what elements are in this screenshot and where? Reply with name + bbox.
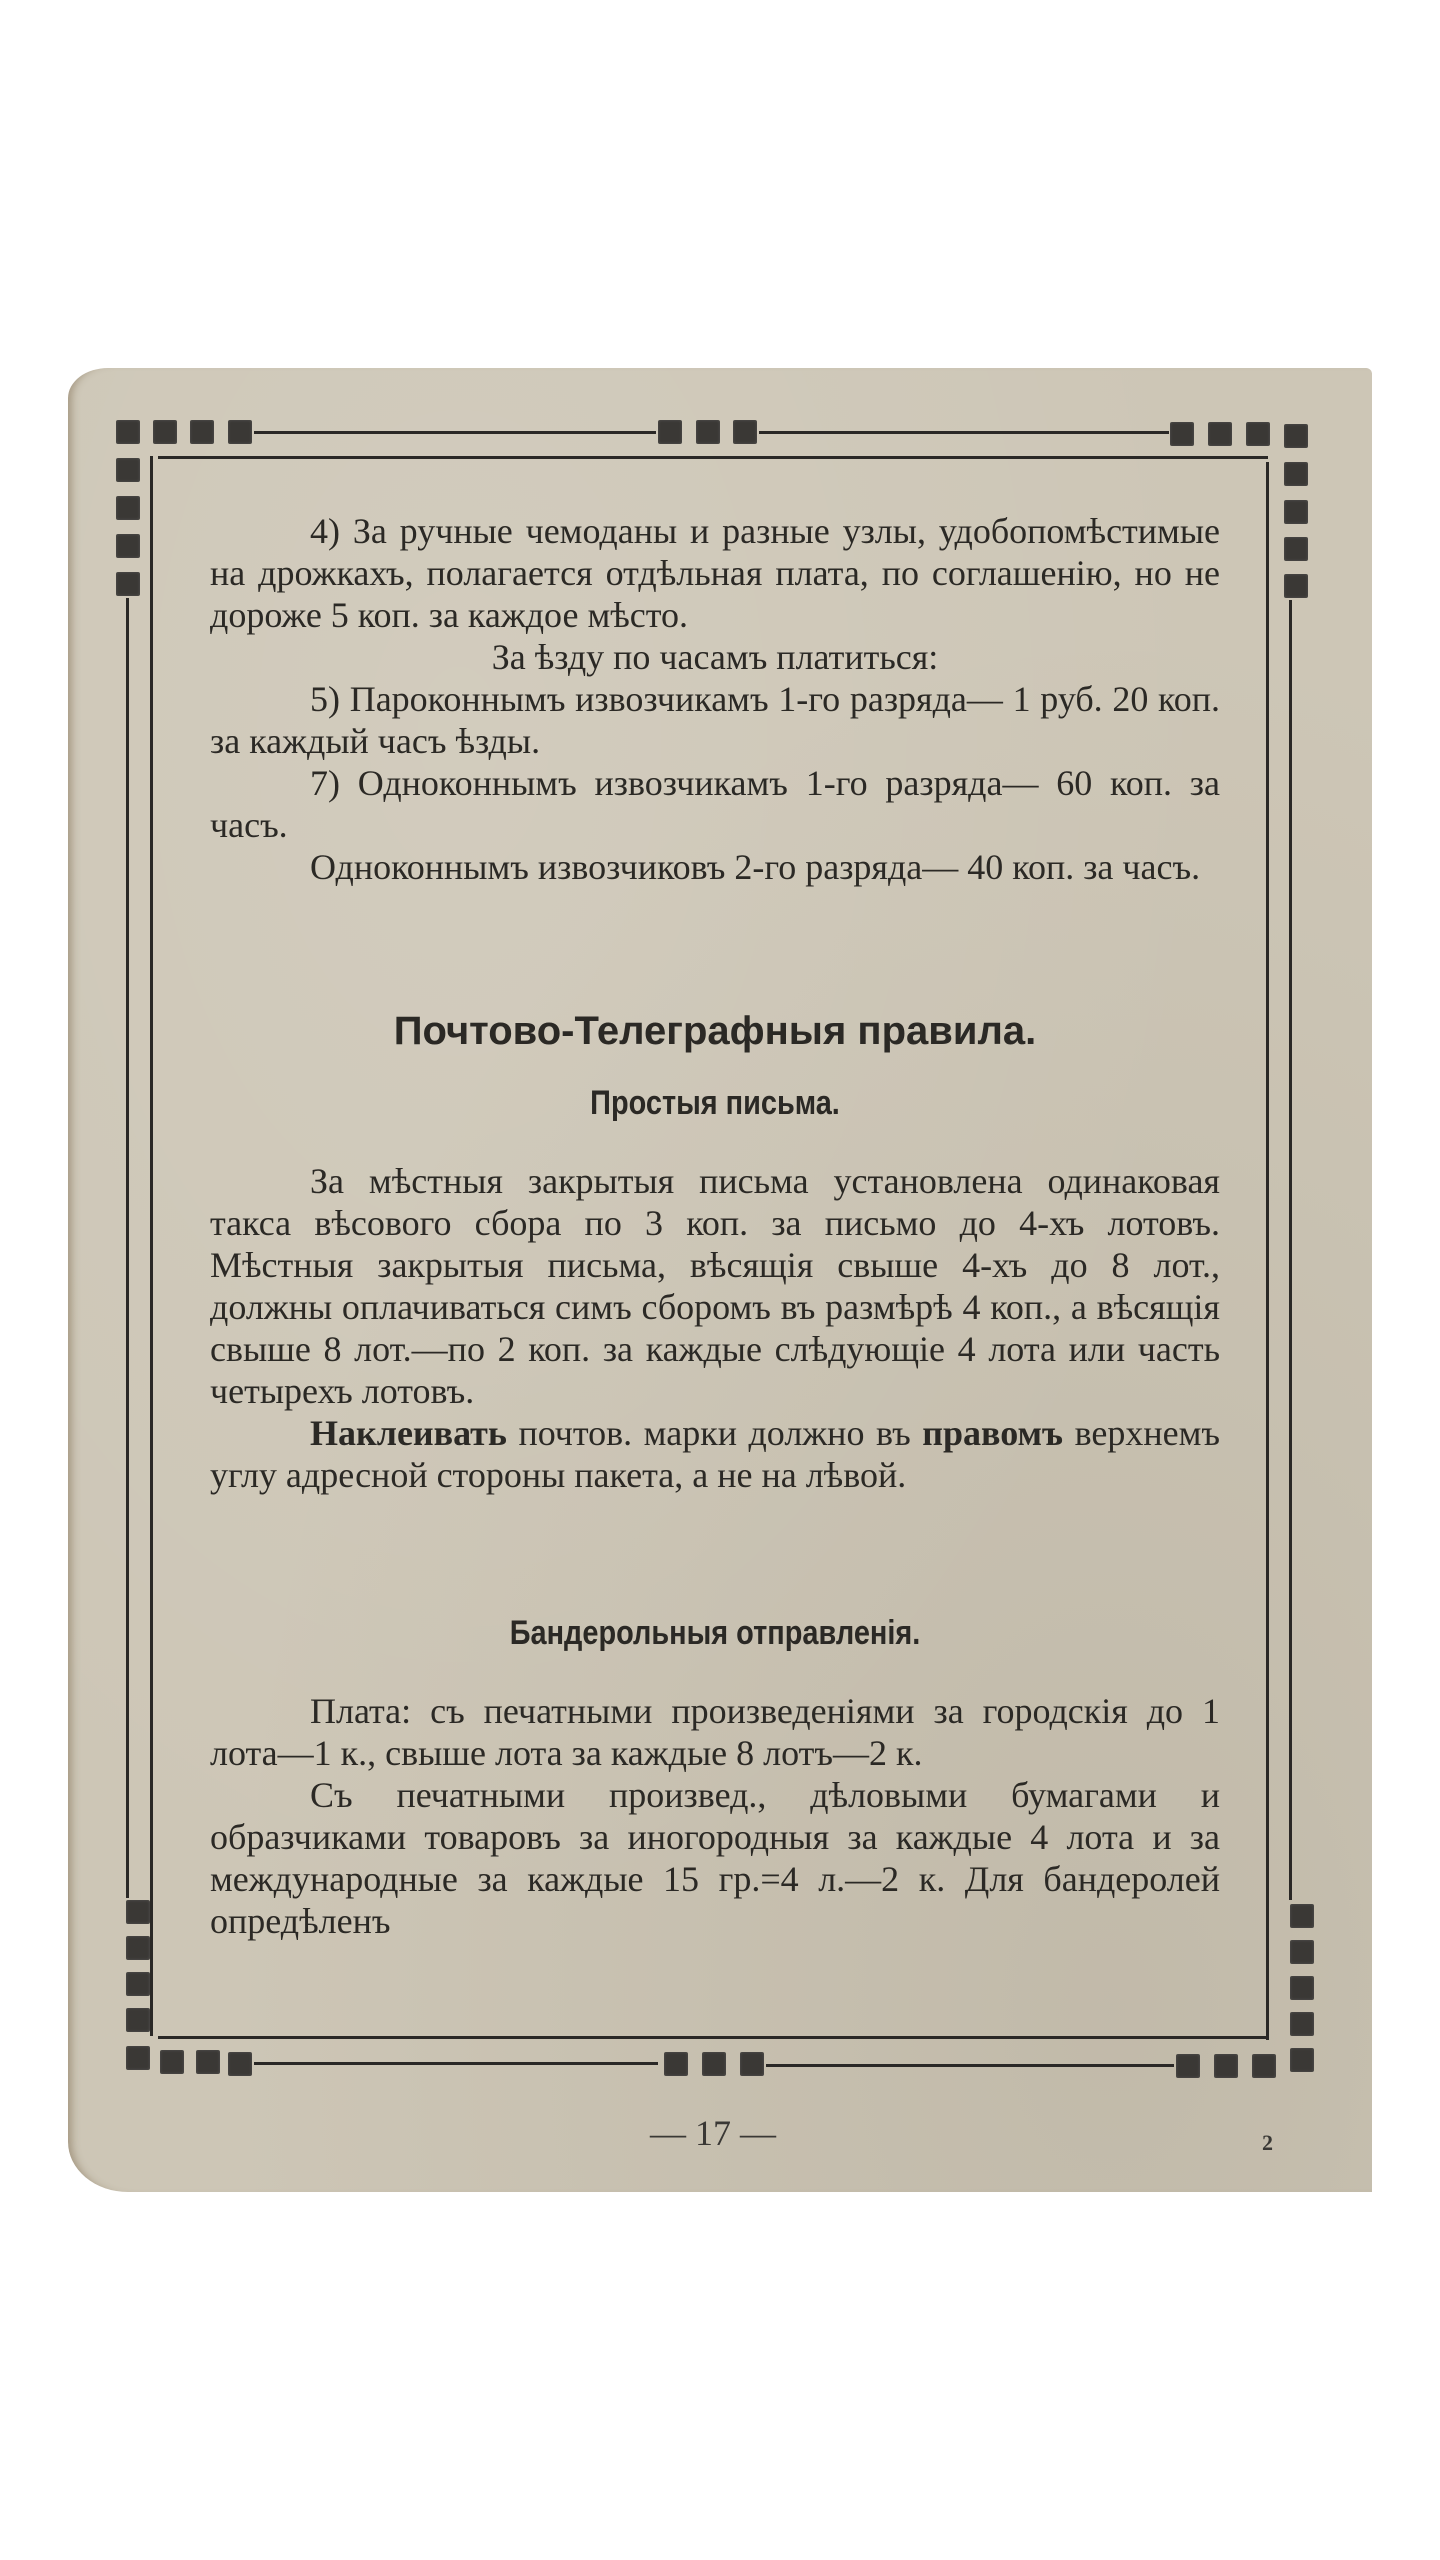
- ornament-square: [1284, 462, 1308, 486]
- ornament-square: [1208, 422, 1232, 446]
- bold-term: Наклеивать: [310, 1413, 507, 1453]
- ornament-square: [1252, 2054, 1276, 2078]
- frame-rule: [126, 598, 129, 1898]
- bold-term: правомъ: [922, 1413, 1064, 1453]
- ornament-square: [126, 1900, 150, 1924]
- ornament-square: [160, 2050, 184, 2074]
- simple-letters-paragraph: За мѣстныя закрытыя письма установлена одинаковая такса вѣсового сбора по 3 коп. за письмо до 4-хъ лотовъ. Мѣстныя закрытыя письма, вѣсящія свыше 4-хъ до 8 лот., должны оплачиваться симъ сборомъ въ размѣрѣ 4 коп., а вѣсящія свыше 8 лот.—по 2 коп. за каждые слѣдующіе 4 лота или часть четырехъ лотовъ.: [210, 1161, 1220, 1411]
- ornament-square: [658, 420, 682, 444]
- ornament-square: [228, 420, 252, 444]
- ornament-square: [153, 420, 177, 444]
- paragraph-item-4: 4) За ручные чемоданы и разные узлы, удобопомѣстимые на дрожкахъ, полагается отдѣльная плата, по соглашенію, но не дороже 5 коп. за каждое мѣсто.: [210, 511, 1220, 635]
- ornament-square: [116, 420, 140, 444]
- ornament-square: [1290, 1976, 1314, 2000]
- ornament-square: [1284, 500, 1308, 524]
- inner-frame-top: [158, 456, 1268, 459]
- ornament-square: [1284, 574, 1308, 598]
- paragraph-item-7: 7) Одноконнымъ извозчикамъ 1-го разряда— 60 коп. за часъ.: [210, 763, 1220, 845]
- ornament-square: [228, 2052, 252, 2076]
- section-title: Почтово-Телеграфныя правила.: [393, 1009, 1037, 1053]
- paragraph-item-5: 5) Пароконнымъ извозчикамъ 1-го разряда— 1 руб. 20 коп. за каждый часъ ѣзды.: [210, 679, 1220, 761]
- ornament-square: [190, 420, 214, 444]
- hourly-intro: За ѣзду по часамъ платиться:: [491, 637, 939, 677]
- subsection-title-simple-letters: Простыя письма.: [590, 1084, 840, 1122]
- subsection-title-printed-matter: Бандерольныя отправленія.: [509, 1614, 921, 1652]
- ornament-square: [696, 420, 720, 444]
- ornament-square: [126, 1972, 150, 1996]
- ornament-square: [1284, 424, 1308, 448]
- ornament-square: [116, 572, 140, 596]
- simple-letters-body: [210, 1160, 1220, 1496]
- text-span: почтов. марки должно въ: [506, 1413, 923, 1453]
- ornament-square: [116, 534, 140, 558]
- ornament-square: [1290, 2048, 1314, 2072]
- ornament-square: [116, 458, 140, 482]
- subsection1-title-block: [210, 1082, 1220, 1124]
- frame-rule: [759, 431, 1169, 434]
- ornament-square: [126, 2008, 150, 2032]
- ornament-square: [733, 420, 757, 444]
- ornament-square: [740, 2052, 764, 2076]
- ornament-square: [1290, 1904, 1314, 1928]
- ornament-square: [702, 2052, 726, 2076]
- inner-frame-bottom: [158, 2036, 1268, 2039]
- ornament-square: [1284, 537, 1308, 561]
- page-number: — 17 —: [650, 2113, 776, 2153]
- text-top: [210, 510, 1220, 888]
- ornament-square: [1176, 2054, 1200, 2078]
- stamp-placement-paragraph: [210, 1412, 1220, 1496]
- inner-frame-left: [150, 456, 153, 2036]
- frame-rule: [254, 431, 656, 434]
- ornament-square: [1214, 2054, 1238, 2078]
- text-span: верхнемъ углу адресной стороны пакета, а не на лѣвой.: [210, 1413, 1220, 1495]
- subsection2-title-block: [210, 1612, 1220, 1654]
- printed-matter-paragraph-1: Плата: съ печатными произведеніями за городскія до 1 лота—1 к., свыше лота за каждые 8 лотъ—2 к.: [210, 1691, 1220, 1773]
- printed-matter-body: [210, 1690, 1220, 1942]
- frame-rule: [1289, 600, 1292, 1900]
- ornament-square: [664, 2052, 688, 2076]
- ornament-square: [196, 2050, 220, 2074]
- ornament-square: [126, 2046, 150, 2070]
- printed-matter-paragraph-2: Съ печатными произвед., дѣловыми бумагами и образчиками товаровъ за иногородныя за каждые 4 лота и за международные за каждые 15 гр.=4 л.—2 к. Для бандеролей опредѣленъ: [210, 1775, 1220, 1941]
- inner-frame-right: [1266, 462, 1269, 2040]
- frame-rule: [254, 2062, 658, 2065]
- signature-mark: 2: [1262, 2130, 1273, 2155]
- frame-rule: [766, 2064, 1174, 2067]
- ornament-square: [1290, 1940, 1314, 1964]
- ornament-square: [116, 496, 140, 520]
- section-title-block: [210, 1010, 1220, 1052]
- paragraph-second-class: Одноконнымъ извозчиковъ 2-го разряда— 40 коп. за часъ.: [310, 847, 1201, 887]
- ornament-square: [1290, 2012, 1314, 2036]
- ornament-square: [126, 1936, 150, 1960]
- ornament-square: [1246, 422, 1270, 446]
- ornament-square: [1170, 422, 1194, 446]
